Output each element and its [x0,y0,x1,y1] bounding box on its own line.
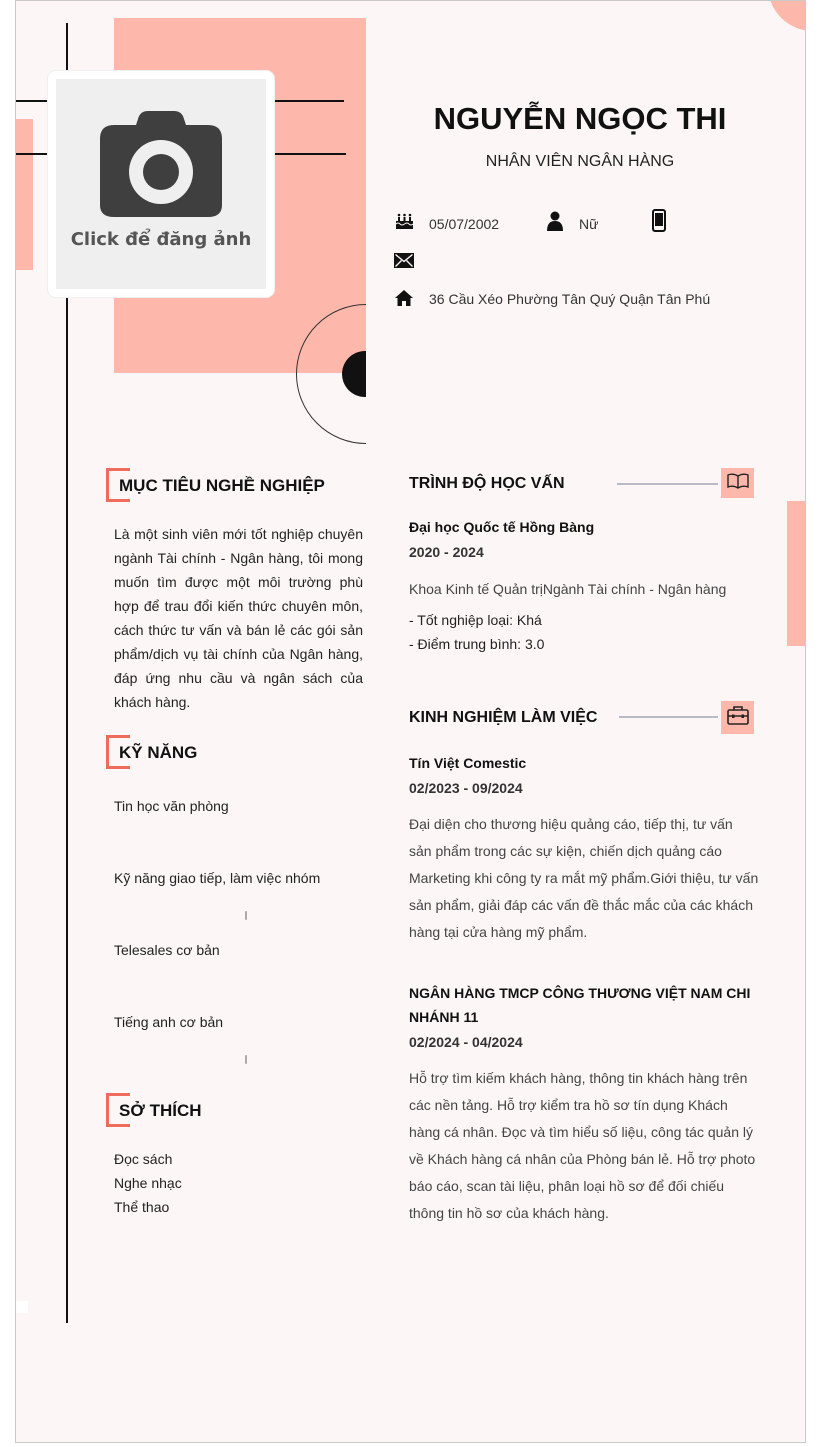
education-detail: - Tốt nghiệp loại: Khá [409,612,542,628]
briefcase-icon [727,706,749,730]
pink-corner-circle [768,0,806,31]
home-icon [394,289,414,312]
experience-title: KINH NGHIỆM LÀM VIỆC [409,709,598,726]
book-icon [727,473,749,494]
envelope-icon [394,253,414,273]
education-icon-box [721,468,754,498]
birthday-text: 05/07/2002 [429,216,500,232]
job-period: 02/2024 - 04/2024 [409,1034,523,1050]
hobbies-title: SỞ THÍCH [119,1101,202,1120]
skill-marker [245,1055,247,1064]
candidate-name: NGUYỄN NGỌC THI [433,101,727,136]
hobby-item: Thể thao [114,1199,170,1215]
education-rule [617,483,718,485]
skills-title: KỸ NĂNG [119,743,198,762]
cv-page [15,0,806,1443]
experience-rule [619,716,718,718]
education-detail: - Điểm trung bình: 3.0 [409,636,545,652]
phone-icon [652,209,666,237]
candidate-role: NHÂN VIÊN NGÂN HÀNG [485,153,675,170]
user-icon [546,211,564,236]
objective-text: Là một sinh viên mới tốt nghiệp chuyên ngành Tài chính - Ngân hàng, tôi mong muốn tìm được một môi trường phù hợp để trau đổi kiến thức chuyên môn, cách thức tư vấn và bán lẻ các gói sản phẩm/dịch vụ tài chính của Ngân hàng, đáp ứng nhu cầu và ngân sách của khách hàng. [114,526,363,710]
education-period: 2020 - 2024 [409,544,484,560]
skill-item: Kỹ năng giao tiếp, làm việc nhóm [114,870,321,886]
job-company: Tín Việt Comestic [409,755,527,771]
cake-icon [395,212,414,235]
white-mark [16,1301,28,1313]
job-company: NGÂN HÀNG TMCP CÔNG THƯƠNG VIỆT NAM CHI NHÁNH 11 [409,985,751,1025]
experience-icon-box [721,701,754,734]
skill-item: Tin học văn phòng [114,798,229,814]
circle-decoration [296,304,366,444]
photo-label: Click để đăng ảnh [70,229,252,250]
camera-icon [98,109,224,224]
education-title: TRÌNH ĐỘ HỌC VẤN [409,475,565,492]
skill-item: Tiếng anh cơ bản [114,1014,224,1030]
pink-strip-left [16,119,33,270]
job-description: Hỗ trợ tìm kiếm khách hàng, thông tin khách hàng trên các nền tảng. Hỗ trợ kiểm tra hồ sơ tín dụng Khách hàng cá nhân. Đọc và tìm hiểu số liệu, công tác quản lý về Khách hàng cá nhân của Phòng bán lẻ. Hỗ trợ photo báo cáo, scan tài liệu, phân loại hồ sơ để đối chiếu thông tin hồ sơ của khách hàng. [409,1070,756,1221]
objective-title: MỤC TIÊU NGHỀ NGHIỆP [119,476,325,495]
education-major: Khoa Kinh tế Quản trịNgành Tài chính - Ngân hàng [409,581,727,597]
job-period: 02/2023 - 09/2024 [409,780,523,796]
pink-strip-right [787,501,805,646]
skill-item: Telesales cơ bản [114,942,220,958]
hobby-item: Đọc sách [114,1151,173,1167]
photo-upload[interactable] [48,71,274,297]
skill-marker [245,911,247,920]
job-description: Đại diện cho thương hiệu quảng cáo, tiếp thị, tư vấn sản phẩm trong các sự kiện, chiến dịch quảng cáo Marketing khi công ty ra mắt mỹ phẩm.Giới thiệu, tư vấn sản phẩm, giải đáp các vấn đề thắc mắc của các khách hàng tại cửa hàng mỹ phẩm. [409,816,759,940]
hobby-item: Nghe nhạc [114,1175,182,1191]
photo-placeholder[interactable] [56,79,266,289]
education-school: Đại học Quốc tế Hồng Bàng [409,519,595,535]
address-text: 36 Cầu Xéo Phường Tân Quý Quận Tân Phú [429,291,711,307]
gender-text: Nữ [579,216,599,232]
